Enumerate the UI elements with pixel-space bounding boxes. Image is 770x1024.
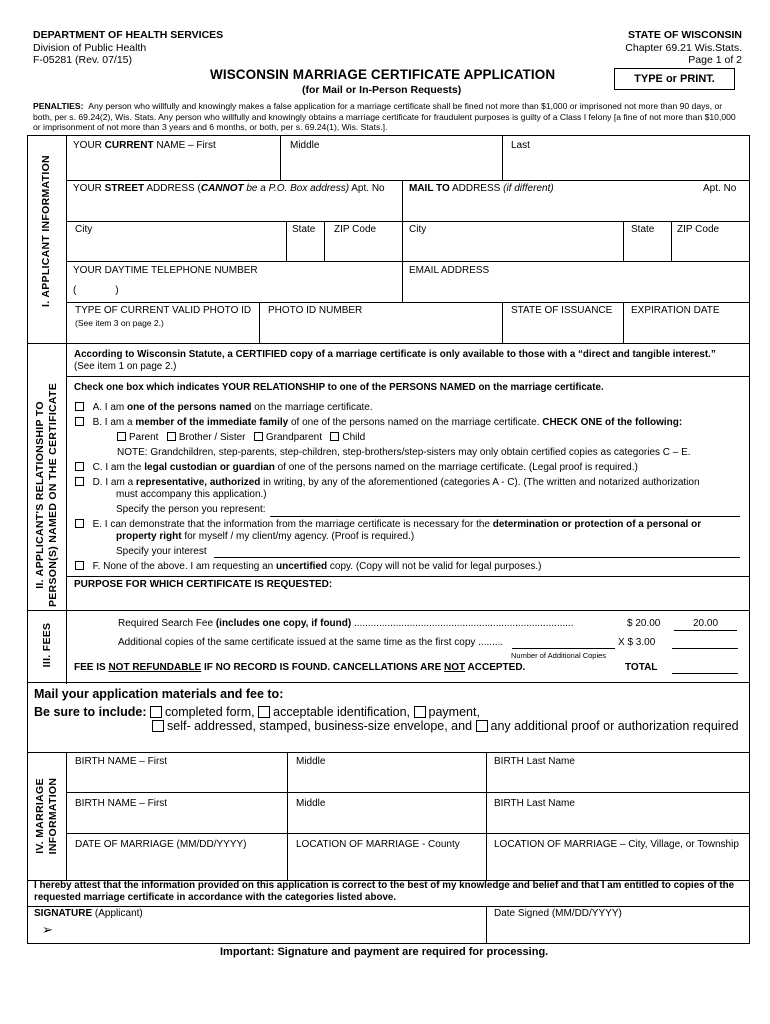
penalties-text: Any person who willfully and knowingly makes a false application for a marriage certificate shall be fined not more than $1,000 or imprisoned not more than 90 days, or both, per s. 69.24(2), Wis. Stats. Any person who willfully and knowingly obtains a marriage certificate for fraudulent purposes is guilty of a Class I felony [a fine of not more than $10,000 or imprisonment of not more than 3 years and 6 months, or both, per s. 69.24(1), Wis. Stats.].	[33, 101, 736, 133]
attestation-text: I hereby attest that the information provided on this application is correct to the best of my knowledge and belief and that I am entitled to copies of the requested marriage certificate in accordance with the categories listed above.	[34, 880, 735, 903]
marriage-city-field[interactable]: LOCATION OF MARRIAGE – City, Village, or Township	[494, 839, 739, 850]
state-field[interactable]: State	[292, 224, 316, 235]
additional-amount-input[interactable]	[672, 648, 738, 649]
checkbox-completed[interactable]	[150, 706, 162, 718]
option-a[interactable]: A. I am one of the persons named on the marriage certificate.	[75, 402, 373, 414]
photo-id-number-field[interactable]: PHOTO ID NUMBER	[268, 305, 363, 316]
additional-copies-fee: X $ 3.00	[618, 637, 656, 648]
parent-option[interactable]: Parent	[117, 432, 158, 443]
zip-field[interactable]: ZIP Code	[334, 224, 377, 235]
section4-label: IV. MARRIAGE INFORMATION	[34, 777, 59, 855]
form-body	[27, 135, 750, 944]
state-name: STATE OF WISCONSIN	[628, 29, 742, 41]
page-title: WISCONSIN MARRIAGE CERTIFICATE APPLICATION	[210, 67, 556, 82]
relationship-instruction: Check one box which indicates YOUR RELATIONSHIP to one of the PERSONS NAMED on the marriage certificate.	[74, 382, 604, 393]
checkbox-c[interactable]	[75, 462, 84, 471]
grandparent-option[interactable]: Grandparent	[254, 432, 322, 443]
interest-input-line[interactable]	[214, 557, 740, 558]
checkbox-payment[interactable]	[414, 706, 426, 718]
mail-city-field[interactable]: City	[409, 224, 427, 235]
section3-label: III. FEES	[41, 622, 53, 668]
search-fee-value: $ 20.00	[627, 618, 661, 629]
birth-middle-1[interactable]: Middle	[296, 756, 326, 767]
street-address-field[interactable]: YOUR STREET ADDRESS (CANNOT be a P.O. Box address) Apt. No	[73, 183, 385, 194]
header-left	[33, 29, 223, 67]
checkbox-child[interactable]	[330, 432, 339, 441]
birth-middle-2[interactable]: Middle	[296, 798, 326, 809]
num-copies-caption: Number of Additional Copies	[511, 651, 607, 660]
family-options	[117, 432, 365, 444]
search-fee-amount: 20.00	[674, 618, 737, 631]
section2-label: II. APPLICANT'S RELATIONSHIP TO PERSON(S) NAMED ON THE CERTIFICATE	[34, 382, 59, 608]
brother-sister-option[interactable]: Brother / Sister	[167, 432, 246, 443]
total-input[interactable]	[672, 673, 738, 674]
option-b[interactable]: B. I am a member of the immediate family of one of the persons named on the marriage certificate. CHECK ONE of the following:	[75, 417, 682, 429]
checkbox-a[interactable]	[75, 402, 84, 411]
chapter-ref: Chapter 69.21 Wis.Stats.	[625, 41, 742, 54]
total-label: TOTAL	[625, 662, 658, 673]
mail-state-field[interactable]: State	[631, 224, 655, 235]
birth-first-2[interactable]: BIRTH NAME – First	[75, 798, 168, 809]
photo-id-type-field[interactable]: TYPE OF CURRENT VALID PHOTO ID (See item 3 on page 2.)	[75, 305, 252, 328]
birth-last-1[interactable]: BIRTH Last Name	[494, 756, 575, 767]
type-or-print-box: TYPE or PRINT.	[614, 68, 735, 90]
page-subtitle: (for Mail or In-Person Requests)	[302, 84, 462, 96]
option-d[interactable]: D. I am a representative, authorized in writing, by any of the aforementioned (categories A - C). (The written and notarized authorization	[75, 477, 700, 489]
email-field[interactable]: EMAIL ADDRESS	[409, 265, 490, 276]
signature-field[interactable]: SIGNATURE (Applicant)	[34, 908, 143, 919]
page-number: Page 1 of 2	[688, 54, 742, 66]
option-d-cont: must accompany this application.)	[116, 489, 267, 500]
represent-input-line[interactable]	[270, 516, 740, 517]
include-list: Be sure to include: completed form, acceptable identification, payment,	[34, 705, 480, 719]
checkbox-d[interactable]	[75, 477, 84, 486]
penalties-label: PENALTIES:	[33, 101, 84, 111]
current-bold: CURRENT	[104, 140, 154, 151]
interest-specify: Specify your interest	[116, 546, 207, 557]
marriage-date-field[interactable]: DATE OF MARRIAGE (MM/DD/YYYY)	[75, 839, 247, 850]
phone-field[interactable]: YOUR DAYTIME TELEPHONE NUMBER ( )	[73, 265, 258, 296]
note-text: NOTE: Grandchildren, step-parents, step-children, step-brothers/step-sisters may only obtain certified copies as categories C – E.	[117, 447, 691, 458]
not-refundable-notice: FEE IS NOT REFUNDABLE IF NO RECORD IS FOUND. CANCELLATIONS ARE NOT ACCEPTED.	[74, 662, 526, 673]
important-footer: Important: Signature and payment are required for processing.	[220, 946, 549, 958]
child-option[interactable]: Child	[330, 432, 365, 443]
checkbox-e[interactable]	[75, 519, 84, 528]
state-of-issuance-field[interactable]: STATE OF ISSUANCE	[511, 305, 613, 316]
checkbox-identification[interactable]	[258, 706, 270, 718]
mail-zip-field[interactable]: ZIP Code	[677, 224, 720, 235]
form-number: F-05281 (Rev. 07/15)	[33, 54, 133, 66]
additional-copies-line: Additional copies of the same certificate issued at the same time as the first copy .........	[118, 637, 504, 648]
checkbox-b[interactable]	[75, 417, 84, 426]
arrow-icon: ➢	[42, 922, 53, 937]
date-signed-field[interactable]: Date Signed (MM/DD/YYYY)	[494, 908, 622, 919]
include-list-2: self- addressed, stamped, business-size envelope, and any additional proof or authorization required	[152, 719, 739, 734]
section1-label: I. APPLICANT INFORMATION	[40, 155, 52, 307]
option-c[interactable]: C. I am the legal custodian or guardian of one of the persons named on the marriage certificate. (Legal proof is required.)	[75, 462, 638, 474]
option-f[interactable]: F. None of the above. I am requesting an uncertified copy. (Copy will not be valid for legal purposes.)	[75, 561, 542, 573]
current-name-first-field[interactable]: YOUR CURRENT NAME – First	[73, 140, 216, 151]
current-name-last-field[interactable]: Last	[511, 140, 530, 151]
city-field[interactable]: City	[75, 224, 93, 235]
mail-heading: Mail your application materials and fee to:	[34, 687, 284, 701]
checkbox-parent[interactable]	[117, 432, 126, 441]
division-name: Division of Public Health	[33, 41, 147, 54]
dept-name: DEPARTMENT OF HEALTH SERVICES	[33, 29, 224, 41]
checkbox-envelope[interactable]	[152, 720, 164, 732]
mail-to-address-field[interactable]: MAIL TO ADDRESS (if different)	[409, 183, 554, 194]
birth-last-2[interactable]: BIRTH Last Name	[494, 798, 575, 809]
search-fee-line: Required Search Fee (includes one copy, if found) ...............................................................................	[118, 618, 574, 629]
checkbox-grandparent[interactable]	[254, 432, 263, 441]
purpose-field[interactable]: PURPOSE FOR WHICH CERTIFICATE IS REQUESTED:	[74, 579, 333, 590]
statute-text: According to Wisconsin Statute, a CERTIFIED copy of a marriage certificate is only available to those with a “direct and tangible interest.” (See item 1 on page 2.)	[74, 349, 716, 372]
option-e-cont: property right for myself / my client/my agency. (Proof is required.)	[116, 531, 415, 542]
checkbox-additional-proof[interactable]	[476, 720, 488, 732]
additional-copies-input[interactable]	[512, 648, 615, 649]
current-name-middle-field[interactable]: Middle	[290, 140, 320, 151]
header-right	[625, 29, 742, 67]
checkbox-brother-sister[interactable]	[167, 432, 176, 441]
represent-specify: Specify the person you represent:	[116, 504, 266, 515]
mail-to-apt-field[interactable]: Apt. No	[703, 183, 737, 194]
marriage-county-field[interactable]: LOCATION OF MARRIAGE - County	[296, 839, 460, 850]
penalties-notice	[33, 101, 743, 133]
expiration-date-field[interactable]: EXPIRATION DATE	[631, 305, 720, 316]
birth-first-1[interactable]: BIRTH NAME – First	[75, 756, 168, 767]
checkbox-f[interactable]	[75, 561, 84, 570]
option-e[interactable]: E. I can demonstrate that the information from the marriage certificate is necessary for the determination or protection of a personal or	[75, 519, 701, 531]
